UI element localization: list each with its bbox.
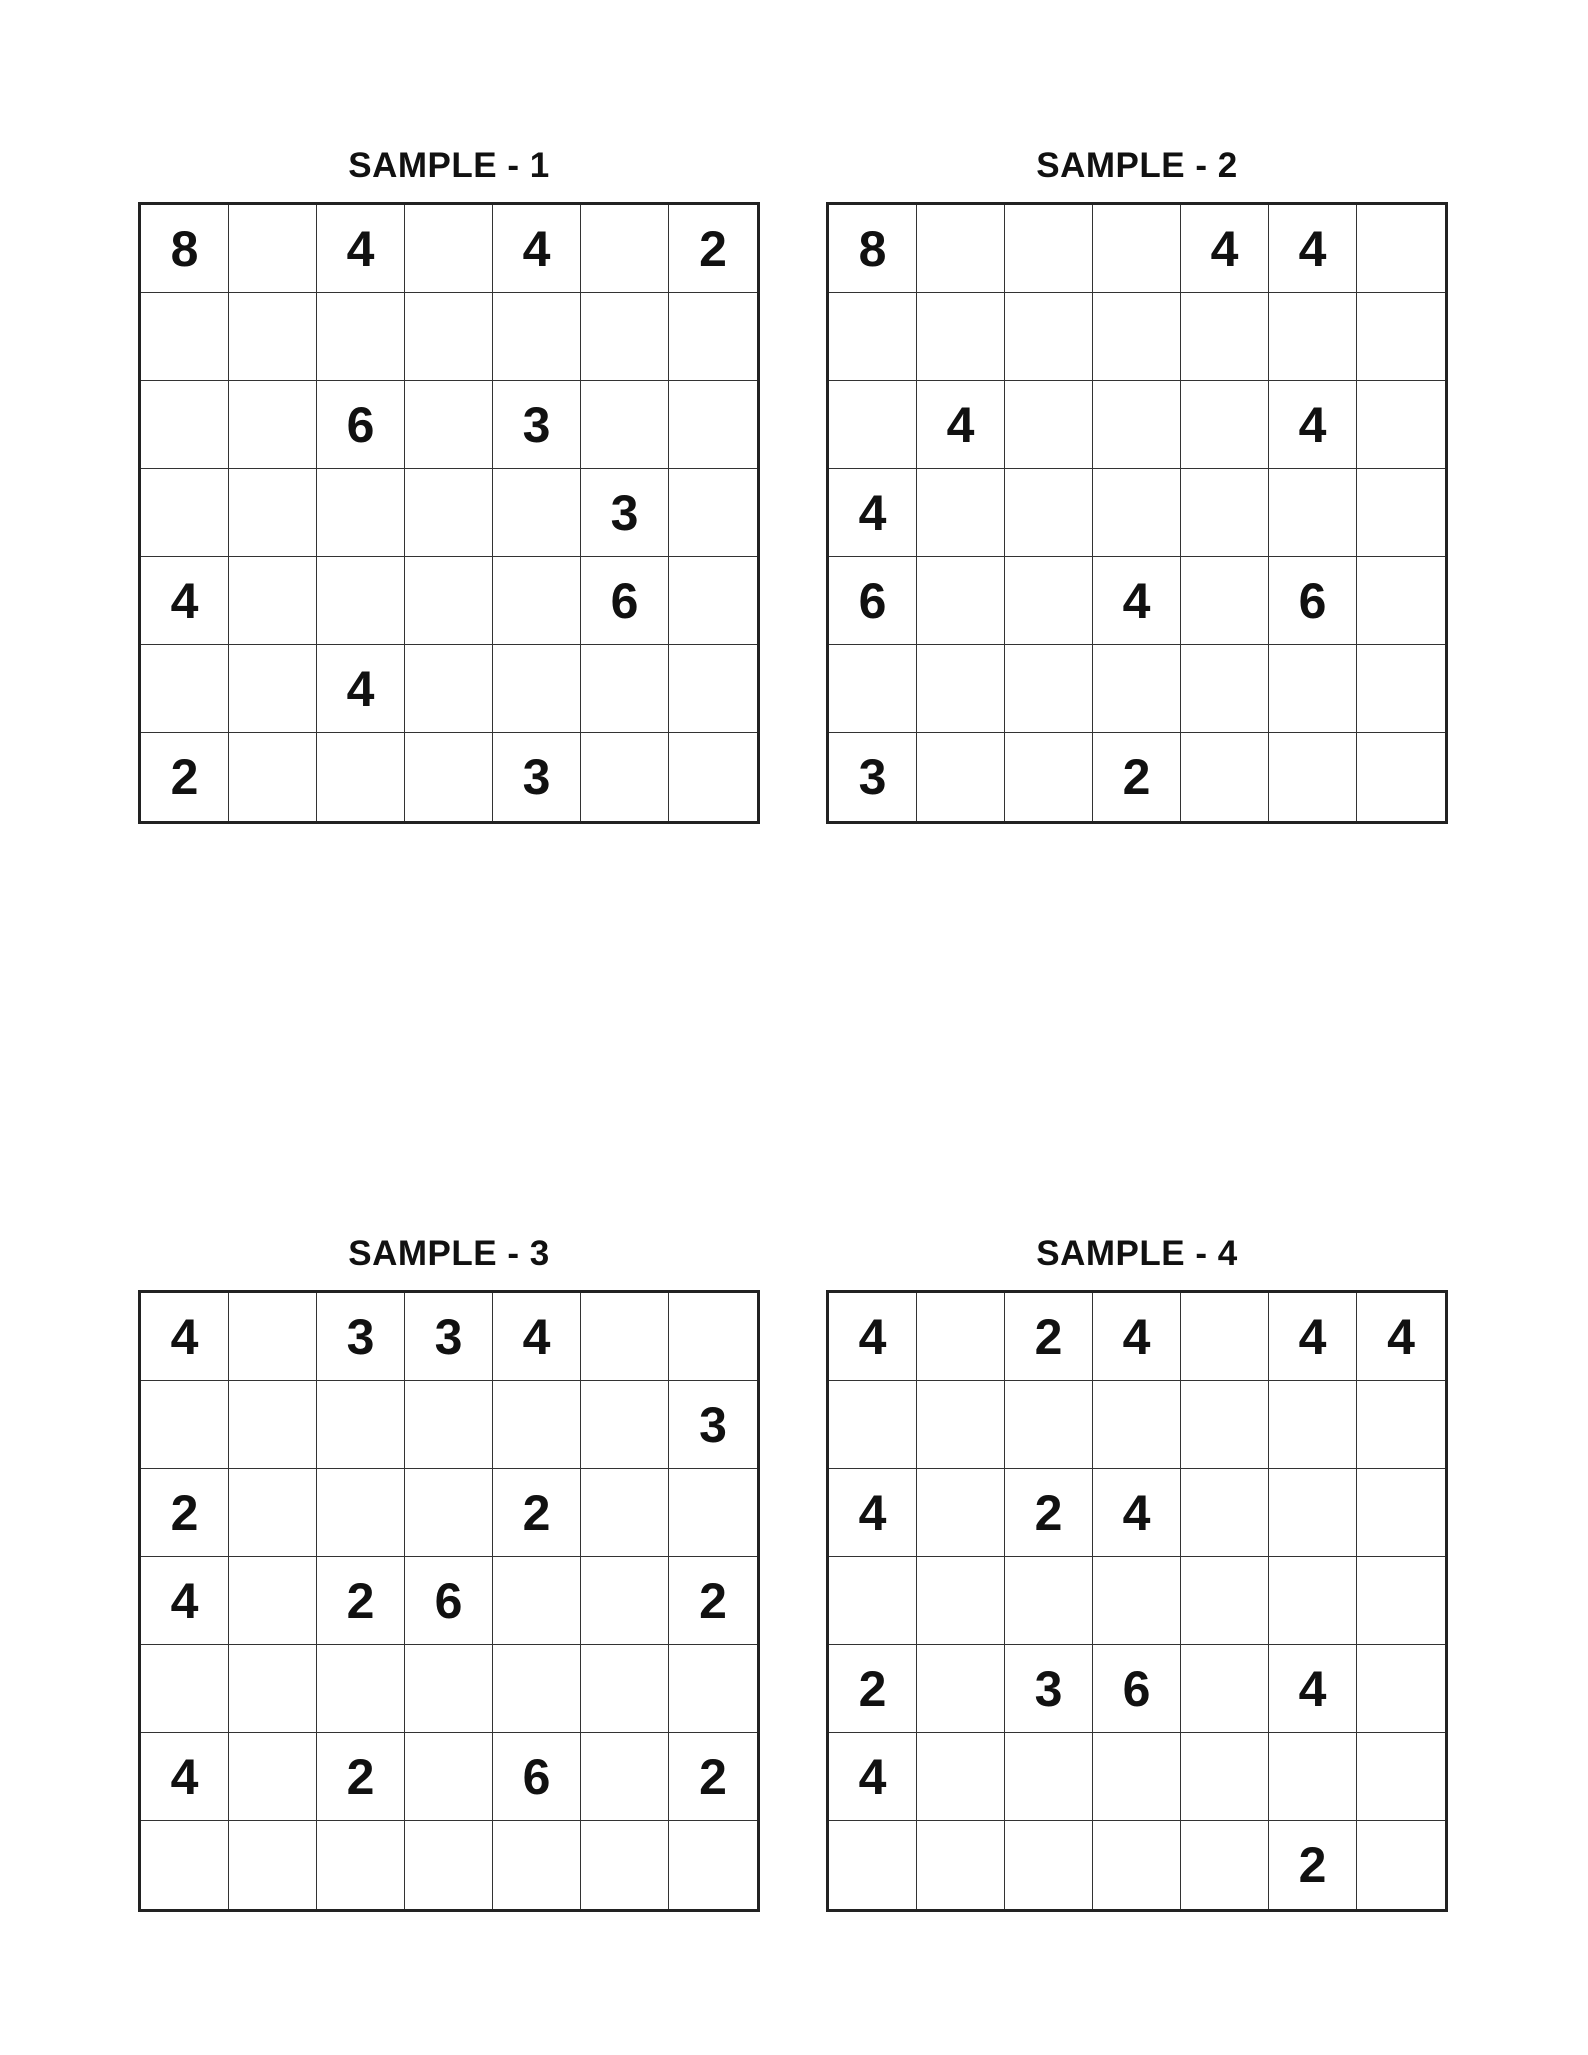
- grid-cell[interactable]: [1005, 1821, 1093, 1909]
- grid-cell[interactable]: [229, 733, 317, 821]
- grid-cell[interactable]: [669, 1821, 757, 1909]
- grid-cell[interactable]: 4: [1357, 1293, 1445, 1381]
- grid-cell[interactable]: [1357, 1557, 1445, 1645]
- grid-cell[interactable]: 4: [917, 381, 1005, 469]
- grid-cell[interactable]: 2: [669, 1733, 757, 1821]
- grid-cell[interactable]: [581, 381, 669, 469]
- grid-cell[interactable]: [1357, 557, 1445, 645]
- grid-cell[interactable]: [1269, 1733, 1357, 1821]
- grid-cell[interactable]: [1181, 1469, 1269, 1557]
- grid-cell[interactable]: [1181, 1293, 1269, 1381]
- grid-cell[interactable]: [493, 469, 581, 557]
- grid-cell[interactable]: 2: [317, 1733, 405, 1821]
- puzzle-sample-4: [826, 1232, 1448, 1893]
- grid-cell[interactable]: [1005, 381, 1093, 469]
- grid-cell[interactable]: [829, 1821, 917, 1909]
- grid-cell[interactable]: [1269, 1381, 1357, 1469]
- grid-cell[interactable]: [669, 645, 757, 733]
- grid-cell[interactable]: [1357, 469, 1445, 557]
- grid-cell[interactable]: 2: [1005, 1293, 1093, 1381]
- grid-cell[interactable]: 4: [1093, 1469, 1181, 1557]
- grid-cell[interactable]: [1357, 205, 1445, 293]
- puzzle-grid: [826, 202, 1448, 824]
- grid-cell[interactable]: [1357, 1645, 1445, 1733]
- grid-cell[interactable]: [669, 733, 757, 821]
- grid-cell[interactable]: 3: [829, 733, 917, 821]
- grid-cell[interactable]: [317, 1821, 405, 1909]
- grid-cell[interactable]: [669, 381, 757, 469]
- puzzle-sample-1: [138, 144, 760, 805]
- grid-cell[interactable]: [229, 1557, 317, 1645]
- grid-cell[interactable]: [1181, 645, 1269, 733]
- grid-cell[interactable]: [1269, 733, 1357, 821]
- grid-cell[interactable]: [1005, 205, 1093, 293]
- grid-cell[interactable]: [917, 645, 1005, 733]
- grid-cell[interactable]: [229, 1821, 317, 1909]
- grid-cell[interactable]: [581, 1469, 669, 1557]
- grid-cell[interactable]: [141, 1645, 229, 1733]
- grid-cell[interactable]: 2: [317, 1557, 405, 1645]
- grid-cell[interactable]: [317, 1381, 405, 1469]
- grid-cell[interactable]: [1181, 381, 1269, 469]
- grid-cell[interactable]: [917, 205, 1005, 293]
- grid-cell[interactable]: [581, 1645, 669, 1733]
- grid-cell[interactable]: [917, 1645, 1005, 1733]
- grid-cell[interactable]: 2: [1269, 1821, 1357, 1909]
- grid-cell[interactable]: 2: [829, 1645, 917, 1733]
- grid-cell[interactable]: [229, 645, 317, 733]
- grid-cell[interactable]: [1181, 1557, 1269, 1645]
- grid-cell[interactable]: [669, 1645, 757, 1733]
- grid-cell[interactable]: 8: [141, 205, 229, 293]
- grid-cell[interactable]: [917, 1821, 1005, 1909]
- grid-cell[interactable]: [317, 293, 405, 381]
- grid-cell[interactable]: [917, 1293, 1005, 1381]
- grid-cell[interactable]: 4: [141, 1733, 229, 1821]
- grid-cell[interactable]: [229, 293, 317, 381]
- grid-cell[interactable]: [669, 557, 757, 645]
- grid-cell[interactable]: [1357, 1469, 1445, 1557]
- grid-cell[interactable]: [229, 469, 317, 557]
- grid-cell[interactable]: [1181, 733, 1269, 821]
- grid-cell[interactable]: 6: [1269, 557, 1357, 645]
- grid-cell[interactable]: [1357, 645, 1445, 733]
- grid-cell[interactable]: [1269, 469, 1357, 557]
- grid-cell[interactable]: [141, 1821, 229, 1909]
- grid-cell[interactable]: [493, 557, 581, 645]
- grid-cell[interactable]: [141, 293, 229, 381]
- grid-cell[interactable]: 4: [317, 205, 405, 293]
- grid-cell[interactable]: [493, 293, 581, 381]
- grid-cell[interactable]: [917, 557, 1005, 645]
- grid-cell[interactable]: [669, 293, 757, 381]
- grid-cell[interactable]: [1005, 1733, 1093, 1821]
- grid-cell[interactable]: [1269, 293, 1357, 381]
- grid-cell[interactable]: [405, 645, 493, 733]
- grid-cell[interactable]: 3: [581, 469, 669, 557]
- grid-cell[interactable]: [581, 1733, 669, 1821]
- grid-cell[interactable]: [1093, 1557, 1181, 1645]
- grid-cell[interactable]: [1093, 293, 1181, 381]
- grid-cell[interactable]: 6: [405, 1557, 493, 1645]
- grid-cell[interactable]: [1093, 381, 1181, 469]
- grid-cell[interactable]: 6: [1093, 1645, 1181, 1733]
- grid-cell[interactable]: 6: [493, 1733, 581, 1821]
- grid-cell[interactable]: [1093, 1821, 1181, 1909]
- grid-cell[interactable]: [229, 381, 317, 469]
- grid-cell[interactable]: [669, 469, 757, 557]
- grid-cell[interactable]: 4: [1093, 557, 1181, 645]
- grid-cell[interactable]: [1357, 1381, 1445, 1469]
- grid-cell[interactable]: [317, 557, 405, 645]
- grid-cell[interactable]: [1181, 293, 1269, 381]
- grid-cell[interactable]: [229, 205, 317, 293]
- grid-cell[interactable]: [317, 733, 405, 821]
- grid-cell[interactable]: [1005, 1557, 1093, 1645]
- grid-cell[interactable]: 2: [141, 1469, 229, 1557]
- puzzle-title: SAMPLE - 2: [1036, 146, 1238, 185]
- grid-cell[interactable]: [1357, 1733, 1445, 1821]
- grid-cell[interactable]: 4: [829, 469, 917, 557]
- grid-cell[interactable]: [405, 205, 493, 293]
- grid-cell[interactable]: [1181, 557, 1269, 645]
- grid-cell[interactable]: 4: [1269, 205, 1357, 293]
- grid-cell[interactable]: [141, 645, 229, 733]
- grid-cell[interactable]: [917, 293, 1005, 381]
- grid-cell[interactable]: [229, 1469, 317, 1557]
- grid-cell[interactable]: [141, 381, 229, 469]
- grid-cell[interactable]: [669, 1293, 757, 1381]
- grid-cell[interactable]: [1093, 645, 1181, 733]
- grid-cell[interactable]: 3: [669, 1381, 757, 1469]
- grid-cell[interactable]: [405, 1469, 493, 1557]
- grid-cell[interactable]: 4: [1269, 381, 1357, 469]
- grid-cell[interactable]: [917, 1381, 1005, 1469]
- puzzle-sample-2: [826, 144, 1448, 805]
- grid-cell[interactable]: 4: [493, 1293, 581, 1381]
- grid-cell[interactable]: 4: [493, 205, 581, 293]
- grid-cell[interactable]: [829, 1381, 917, 1469]
- grid-cell[interactable]: 4: [829, 1733, 917, 1821]
- grid-cell[interactable]: [493, 1645, 581, 1733]
- grid-cell[interactable]: [581, 733, 669, 821]
- puzzle-grid: [138, 202, 760, 824]
- grid-cell[interactable]: [1181, 1821, 1269, 1909]
- grid-cell[interactable]: [405, 733, 493, 821]
- grid-cell[interactable]: [1357, 293, 1445, 381]
- grid-cell[interactable]: 2: [493, 1469, 581, 1557]
- grid-cell[interactable]: 4: [317, 645, 405, 733]
- grid-cell[interactable]: [1093, 1733, 1181, 1821]
- grid-cell[interactable]: 4: [141, 557, 229, 645]
- grid-cell[interactable]: [1181, 1645, 1269, 1733]
- grid-cell[interactable]: [1269, 1557, 1357, 1645]
- grid-cell[interactable]: [1181, 1733, 1269, 1821]
- grid-cell[interactable]: [917, 1557, 1005, 1645]
- grid-cell[interactable]: [1005, 733, 1093, 821]
- grid-cell[interactable]: [829, 381, 917, 469]
- grid-cell[interactable]: [141, 1381, 229, 1469]
- grid-cell[interactable]: [917, 1733, 1005, 1821]
- grid-cell[interactable]: [1005, 293, 1093, 381]
- puzzle-title: SAMPLE - 4: [1036, 1234, 1238, 1273]
- puzzle-grid: [826, 1290, 1448, 1912]
- puzzle-title: SAMPLE - 1: [348, 146, 550, 185]
- grid-cell[interactable]: 6: [317, 381, 405, 469]
- grid-cell[interactable]: [1357, 381, 1445, 469]
- grid-cell[interactable]: 3: [493, 733, 581, 821]
- grid-cell[interactable]: [829, 1557, 917, 1645]
- grid-cell[interactable]: [405, 381, 493, 469]
- grid-cell[interactable]: [317, 1645, 405, 1733]
- grid-cell[interactable]: [1005, 645, 1093, 733]
- grid-cell[interactable]: [581, 293, 669, 381]
- grid-cell[interactable]: [1269, 1469, 1357, 1557]
- grid-cell[interactable]: 6: [581, 557, 669, 645]
- grid-cell[interactable]: 4: [141, 1293, 229, 1381]
- grid-cell[interactable]: [229, 1381, 317, 1469]
- grid-cell[interactable]: [829, 293, 917, 381]
- grid-cell[interactable]: 4: [1269, 1645, 1357, 1733]
- grid-cell[interactable]: [1181, 469, 1269, 557]
- grid-cell[interactable]: 2: [1093, 733, 1181, 821]
- grid-cell[interactable]: [1093, 469, 1181, 557]
- puzzle-sample-3: [138, 1232, 760, 1805]
- grid-cell[interactable]: [917, 733, 1005, 821]
- grid-cell[interactable]: [317, 1469, 405, 1557]
- grid-cell[interactable]: [405, 1821, 493, 1909]
- grid-cell[interactable]: 4: [829, 1469, 917, 1557]
- grid-cell[interactable]: [141, 469, 229, 557]
- grid-cell[interactable]: [1357, 733, 1445, 821]
- grid-cell[interactable]: 4: [1093, 1293, 1181, 1381]
- grid-cell[interactable]: [669, 1469, 757, 1557]
- grid-cell[interactable]: 4: [829, 1293, 917, 1381]
- grid-cell[interactable]: 8: [829, 205, 917, 293]
- grid-cell[interactable]: [405, 293, 493, 381]
- grid-cell[interactable]: 3: [1005, 1645, 1093, 1733]
- grid-cell[interactable]: 6: [829, 557, 917, 645]
- grid-cell[interactable]: [581, 1381, 669, 1469]
- grid-cell[interactable]: [1005, 469, 1093, 557]
- grid-cell[interactable]: 3: [317, 1293, 405, 1381]
- grid-cell[interactable]: [1269, 645, 1357, 733]
- grid-cell[interactable]: [405, 557, 493, 645]
- grid-cell[interactable]: [317, 469, 405, 557]
- grid-cell[interactable]: [493, 1821, 581, 1909]
- grid-cell[interactable]: [1093, 205, 1181, 293]
- grid-cell[interactable]: [1357, 1821, 1445, 1909]
- grid-cell[interactable]: [229, 1293, 317, 1381]
- grid-cell[interactable]: [917, 1469, 1005, 1557]
- grid-cell[interactable]: [1005, 1381, 1093, 1469]
- grid-cell[interactable]: 4: [1269, 1293, 1357, 1381]
- grid-cell[interactable]: [1005, 557, 1093, 645]
- grid-cell[interactable]: [581, 1557, 669, 1645]
- grid-cell[interactable]: [917, 469, 1005, 557]
- grid-cell[interactable]: 3: [493, 381, 581, 469]
- grid-cell[interactable]: [229, 557, 317, 645]
- grid-cell[interactable]: [405, 1733, 493, 1821]
- grid-cell[interactable]: 2: [141, 733, 229, 821]
- grid-cell[interactable]: 2: [669, 1557, 757, 1645]
- grid-cell[interactable]: [1093, 1381, 1181, 1469]
- grid-cell[interactable]: [405, 469, 493, 557]
- grid-cell[interactable]: [493, 1381, 581, 1469]
- grid-cell[interactable]: 2: [669, 205, 757, 293]
- grid-cell[interactable]: [493, 1557, 581, 1645]
- grid-cell[interactable]: 2: [1005, 1469, 1093, 1557]
- grid-cell[interactable]: 4: [1181, 205, 1269, 293]
- grid-cell[interactable]: 4: [141, 1557, 229, 1645]
- puzzle-grid: [138, 1290, 760, 1912]
- grid-cell[interactable]: [581, 645, 669, 733]
- grid-cell[interactable]: [829, 645, 917, 733]
- grid-cell[interactable]: [229, 1733, 317, 1821]
- grid-cell[interactable]: [405, 1381, 493, 1469]
- grid-cell[interactable]: [1181, 1381, 1269, 1469]
- grid-cell[interactable]: [581, 205, 669, 293]
- grid-cell[interactable]: [229, 1645, 317, 1733]
- grid-cell[interactable]: [405, 1645, 493, 1733]
- grid-cell[interactable]: [493, 645, 581, 733]
- puzzle-title: SAMPLE - 3: [348, 1234, 550, 1273]
- grid-cell[interactable]: [581, 1821, 669, 1909]
- grid-cell[interactable]: [581, 1293, 669, 1381]
- grid-cell[interactable]: 3: [405, 1293, 493, 1381]
